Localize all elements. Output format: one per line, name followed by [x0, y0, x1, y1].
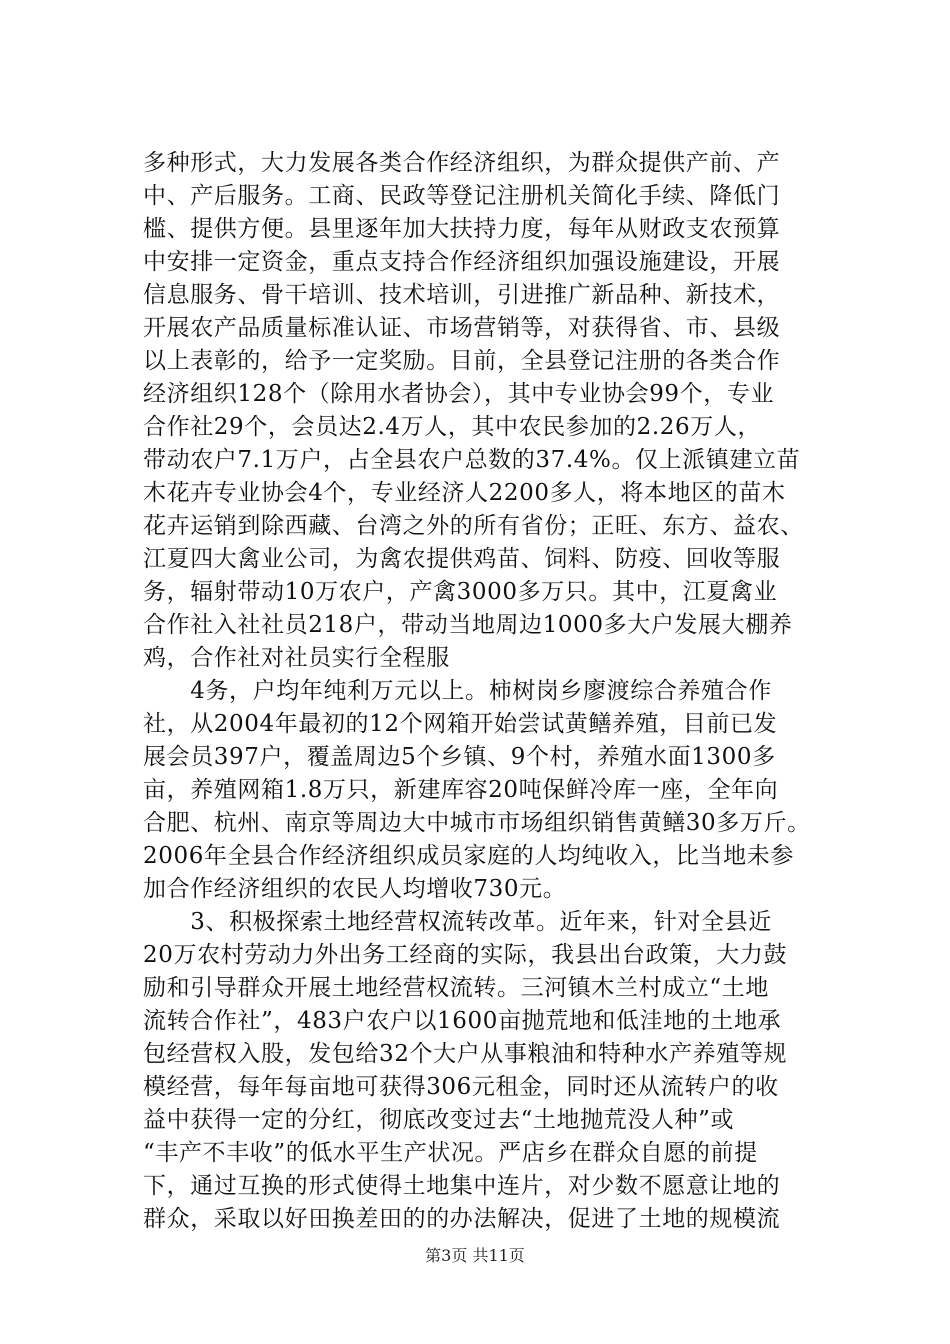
- text-line: 中、产后服务。工商、民政等登记注册机关简化手续、降低门: [143, 183, 781, 209]
- text-line: 模经营，每年每亩地可获得306元租金，同时还从流转户的收: [143, 1074, 779, 1100]
- text-line: 励和引导群众开展土地经营权流转。三河镇木兰村成立“土地: [143, 975, 769, 1001]
- text-line: 以上表彰的，给予一定奖励。目前，全县登记注册的各类合作: [143, 348, 781, 374]
- text-line: 加合作经济组织的农民人均增收730元。: [143, 876, 567, 902]
- text-line: 下，通过互换的形式使得土地集中连片，对少数不愿意让地的: [143, 1173, 781, 1199]
- text-line: 包经营权入股，发包给32个大户从事粮油和特种水产养殖等规: [143, 1041, 788, 1067]
- text-line: 带动农户7.1万户，占全县农户总数的37.4%。仅上派镇建立苗: [143, 447, 801, 473]
- text-line: 3、积极探索土地经营权流转改革。近年来，针对全县近: [143, 909, 772, 935]
- text-line: 合作社29个，会员达2.4万人，其中农民参加的2.26万人，: [143, 414, 762, 440]
- text-line: 益中获得一定的分红，彻底改变过去“土地抛荒没人种”或: [143, 1107, 735, 1133]
- text-line: 亩，养殖网箱1.8万只，新建库容20吨保鲜冷库一座，全年向: [143, 777, 779, 803]
- page-footer: 第3页 共11页: [425, 1246, 525, 1265]
- text-line: 20万农村劳动力外出务工经商的实际，我县出台政策，大力鼓: [143, 942, 788, 968]
- text-line: 槛、提供方便。县里逐年加大扶持力度，每年从财政支农预算: [143, 216, 781, 242]
- text-line: 开展农产品质量标准认证、市场营销等，对获得省、市、县级: [143, 315, 781, 341]
- text-line: 流转合作社”，483户农户以1600亩抛荒地和低洼地的土地承: [143, 1008, 782, 1034]
- text-line: 务，辐射带动10万农户，产禽3000多万只。其中，江夏禽业: [143, 579, 778, 605]
- text-line: 合作社入社社员218户，带动当地周边1000多大户发展大棚养: [143, 612, 793, 638]
- text-line: 信息服务、骨干培训、技术培训，引进推广新品种、新技术，: [143, 282, 781, 308]
- text-line: 展会员397户，覆盖周边5个乡镇、9个村，养殖水面1300多: [143, 744, 776, 770]
- text-line: 花卉运销到除西藏、台湾之外的所有省份；正旺、东方、益农、: [143, 513, 804, 539]
- text-line: 江夏四大禽业公司，为禽农提供鸡苗、饲料、防疫、回收等服: [143, 546, 781, 572]
- text-line: “丰产不丰收”的低水平生产状况。严店乡在群众自愿的前提: [143, 1140, 758, 1166]
- text-line: 经济组织128个（除用水者协会），其中专业协会99个，专业: [143, 381, 775, 407]
- text-line: 4务，户均年纯利万元以上。柿树岗乡廖渡综合养殖合作: [143, 678, 772, 704]
- text-line: 社，从2004年最初的12个网箱开始尝试黄鳝养殖，目前已发: [143, 711, 778, 737]
- text-line: 群众，采取以好田换差田的的办法解决，促进了土地的规模流: [143, 1206, 781, 1232]
- text-line: 鸡，合作社对社员实行全程服: [143, 645, 450, 671]
- text-line: 2006年全县合作经济组织成员家庭的人均纯收入，比当地未参: [143, 843, 794, 869]
- text-line: 合肥、杭州、南京等周边大中城市市场组织销售黄鳝30多万斤。: [143, 810, 811, 836]
- body-text: [143, 147, 843, 1236]
- text-line: 多种形式，大力发展各类合作经济组织，为群众提供产前、产: [143, 150, 781, 176]
- text-line: 木花卉专业协会4个，专业经济人2200多人，将本地区的苗木: [143, 480, 786, 506]
- text-line: 中安排一定资金，重点支持合作经济组织加强设施建设，开展: [143, 249, 781, 275]
